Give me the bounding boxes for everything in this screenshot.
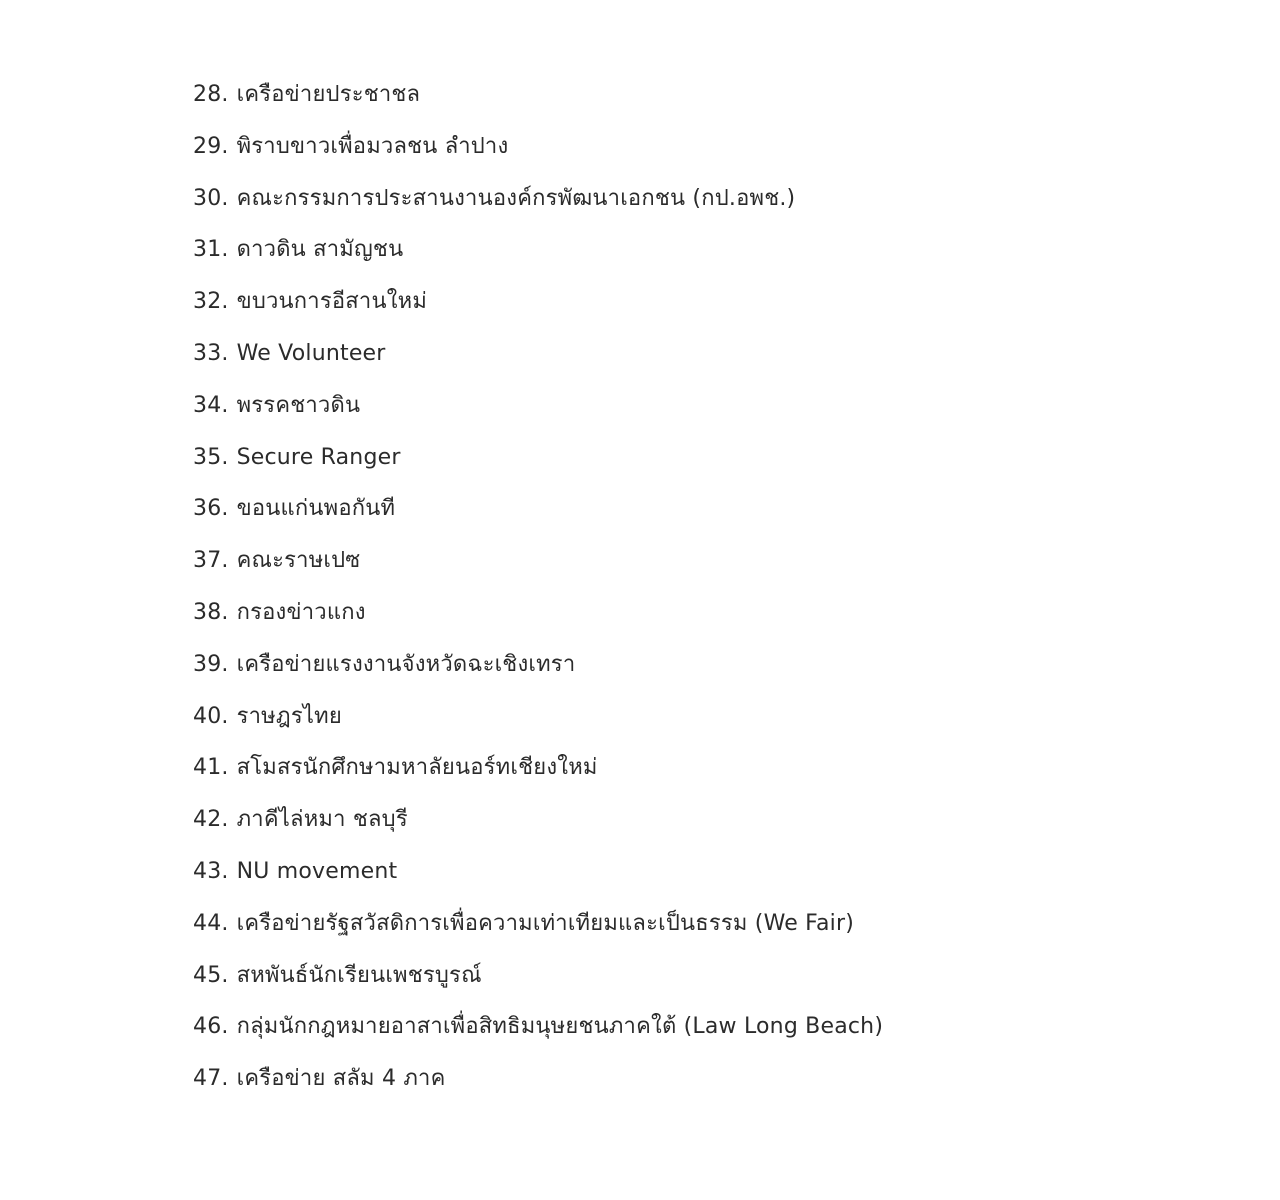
item-number: 28. [193,82,229,107]
item-number: 40. [193,703,229,729]
item-text: We Volunteer [236,340,386,366]
item-number: 31. [193,237,229,263]
list-item [193,801,1193,853]
list-item [193,76,1193,128]
item-number: 44. [193,910,229,936]
list-item [193,1060,1193,1112]
item-text: เครือข่ายรัฐสวัสดิการเพื่อความเท่าเทียมและเป็นธรรม (We Fair) [236,910,855,936]
list-item [193,231,1193,283]
list-item [193,698,1193,750]
list-item [193,387,1193,439]
item-text: ขอนแก่นพอกันที [236,496,396,522]
item-text: ภาคีไล่หมา ชลบุรี [236,807,408,833]
item-text: สโมสรนักศึกษามหาลัยนอร์ทเชียงใหม่ [236,755,598,781]
item-number: 34. [193,392,229,418]
item-text: คณะราษเปซ [236,548,361,574]
list-item [193,594,1193,646]
list-item [193,439,1193,491]
list-item [193,542,1193,594]
list-item [193,853,1193,905]
list-item [193,646,1193,698]
item-text: พิราบขาวเพื่อมวลชน ลำปาง [236,133,509,159]
item-number: 33. [193,340,229,366]
list-item [193,335,1193,387]
item-text: NU movement [236,858,398,884]
item-number: 46. [193,1014,229,1040]
list-item [193,1008,1193,1060]
item-text: Secure Ranger [236,444,401,470]
item-text: กรองข่าวแกง [236,599,366,625]
item-text: เครือข่ายแรงงานจังหวัดฉะเชิงเทรา [236,651,576,677]
item-number: 38. [193,599,229,625]
list-item [193,180,1193,232]
item-number: 45. [193,962,229,988]
list-item [193,490,1193,542]
item-text: คณะกรรมการประสานงานองค์กรพัฒนาเอกชน (กป.อพช.) [236,185,796,211]
item-text: สหพันธ์นักเรียนเพชรบูรณ์ [236,962,482,988]
item-text: กลุ่มนักกฎหมายอาสาเพื่อสิทธิมนุษยชนภาคใต้ (Law Long Beach) [236,1014,884,1040]
list-item [193,283,1193,335]
list-item [193,128,1193,180]
list-item [193,957,1193,1009]
item-number: 35. [193,444,229,470]
organization-list [193,76,1193,1112]
item-text: พรรคชาวดิน [236,392,361,418]
item-text: ขบวนการอีสานใหม่ [236,289,428,315]
item-number: 47. [193,1066,229,1092]
item-text: เครือข่ายประชาชล [236,82,421,107]
item-number: 29. [193,133,229,159]
item-number: 39. [193,651,229,677]
item-number: 43. [193,858,229,884]
item-text: ดาวดิน สามัญชน [236,237,404,263]
item-number: 30. [193,185,229,211]
item-text: ราษฎรไทย [236,703,342,729]
item-number: 42. [193,807,229,833]
list-item [193,905,1193,957]
list-item [193,749,1193,801]
item-number: 36. [193,496,229,522]
item-text: เครือข่าย สลัม 4 ภาค [236,1066,446,1092]
item-number: 32. [193,289,229,315]
item-number: 41. [193,755,229,781]
item-number: 37. [193,548,229,574]
